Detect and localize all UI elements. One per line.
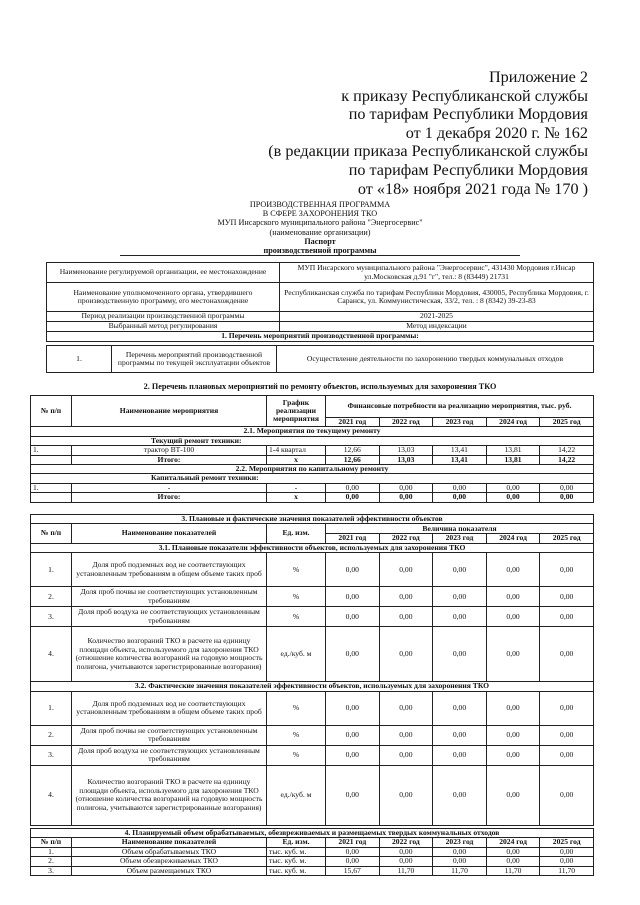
table-row xyxy=(31,745,594,765)
organization-caption: (наименование организации) xyxy=(269,227,371,237)
table-row xyxy=(31,607,594,627)
row-number: 2. xyxy=(31,857,72,866)
row-number: 1. xyxy=(31,553,72,587)
group-title: Капитальный ремонт техники: xyxy=(31,474,594,483)
passport-label: Наименование регулируемой организации, ее местонахождение xyxy=(47,263,280,283)
cell-value: 0,00 xyxy=(433,553,487,587)
header-line: по тарифам Республики Мордовия xyxy=(348,160,588,179)
efficiency-table xyxy=(30,514,594,826)
cell-value: 0,00 xyxy=(540,627,594,682)
repair-table xyxy=(30,395,594,503)
column-header: Финансовые потребности на реализацию мероприятия, тыс. руб. xyxy=(326,396,594,418)
passport-label: Выбранный метод регулирования xyxy=(47,322,280,332)
total-value: 13,81 xyxy=(486,455,540,464)
passport-value: 2021-2025 xyxy=(280,312,594,322)
row-number: 1. xyxy=(31,446,72,455)
total-value: 0,00 xyxy=(486,493,540,502)
row-number: 1. xyxy=(31,847,72,856)
cell-value: 0,00 xyxy=(379,483,433,492)
cell-value: 0,00 xyxy=(486,745,540,765)
table-row xyxy=(31,515,594,524)
year-header: 2025 год xyxy=(540,838,594,847)
header-line: от 1 декабря 2020 г. № 162 xyxy=(405,123,588,142)
cell-value: 0,00 xyxy=(433,745,487,765)
cell-value: 0,00 xyxy=(433,607,487,627)
year-header: 2022 год xyxy=(379,838,433,847)
cell-value: 0,00 xyxy=(540,725,594,745)
row-name: Количество возгораний ТКО в расчете на единицу площади объекта, используемого для захоронения ТКО (отношение количества возгораний на годовую мощность полигона, учитываются зарегистрированные возгорания) xyxy=(72,627,267,682)
table-row xyxy=(31,866,594,875)
cell-value: 0,00 xyxy=(433,725,487,745)
header-line: по тарифам Республики Мордовия xyxy=(348,105,588,124)
cell-value: 0,00 xyxy=(486,483,540,492)
column-header: № п/п xyxy=(31,838,72,847)
cell-value: 0,00 xyxy=(486,587,540,607)
table-row xyxy=(31,682,594,691)
cell-value: 0,00 xyxy=(540,745,594,765)
cell-value: 0,00 xyxy=(379,587,433,607)
table-row xyxy=(47,346,594,373)
cell-value: 11,70 xyxy=(540,866,594,875)
cell-value: 0,00 xyxy=(326,691,380,725)
year-header: 2023 год xyxy=(433,534,487,543)
row-name: Доля проб почвы не соответствующих установленным требованиям xyxy=(72,725,267,745)
cell-value: 0,00 xyxy=(540,847,594,856)
cell-value: 0,00 xyxy=(326,627,380,682)
cell-value: 0,00 xyxy=(433,627,487,682)
table-row xyxy=(31,543,594,552)
table-row xyxy=(31,427,594,436)
passport-title: Паспорт xyxy=(304,236,336,246)
year-header: 2024 год xyxy=(486,838,540,847)
table-row xyxy=(47,322,594,332)
table-row xyxy=(31,587,594,607)
cell-value: 0,00 xyxy=(326,857,380,866)
total-schedule: x xyxy=(267,493,326,502)
cell-value: 0,00 xyxy=(326,607,380,627)
cell-value: 0,00 xyxy=(379,691,433,725)
cell-value: 0,00 xyxy=(326,483,380,492)
cell-value: 0,00 xyxy=(486,691,540,725)
cell-value: 0,00 xyxy=(326,587,380,607)
table-row xyxy=(31,474,594,483)
row-name: Доля проб воздуха не соответствующих установленным требованиям xyxy=(72,607,267,627)
row-unit: % xyxy=(267,553,326,587)
cell-value: 11,70 xyxy=(379,866,433,875)
passport-value: Республиканская служба по тарифам Республики Мордовия, 430005, Республика Мордовия, г. Саранск, ул. Коммунистическая, 33/2, тел. : 8 (8342) 39-23-83 xyxy=(280,283,594,312)
row-name: Объем обезвреживаемых ТКО xyxy=(72,857,267,866)
appendix-header xyxy=(268,68,588,198)
row-name: - xyxy=(72,483,267,492)
cell-value: 0,00 xyxy=(379,553,433,587)
header-line: к приказу Республиканской службы xyxy=(341,86,588,105)
table-row xyxy=(47,283,594,312)
table-row xyxy=(31,465,594,474)
year-header: 2021 год xyxy=(326,838,380,847)
row-number: 4. xyxy=(31,765,72,825)
row-unit: % xyxy=(267,691,326,725)
cell-value: 14,22 xyxy=(540,446,594,455)
row-schedule: 1-4 квартал xyxy=(267,446,326,455)
cell-value: 0,00 xyxy=(540,691,594,725)
subsection-title: 2.2. Мероприятия по капитальному ремонту xyxy=(31,465,594,474)
row-name: Доля проб подземных вод не соответствующих установленным требованиям в общем объеме таких проб xyxy=(72,691,267,725)
subsection-title: 3.2. Фактические значения показателей эффективности объектов, используемых для захоронения ТКО xyxy=(31,682,594,691)
cell-value: 0,00 xyxy=(379,857,433,866)
row-name: трактор ВТ-100 xyxy=(72,446,267,455)
cell-value: 13,81 xyxy=(486,446,540,455)
column-header: Величина показателя xyxy=(326,524,594,534)
row-unit: ед./куб. м xyxy=(267,765,326,825)
organization-name: МУП Инсарского муниципального района "Энергосервис" xyxy=(217,218,423,228)
title-line: ПРОИЗВОДСТВЕННАЯ ПРОГРАММА xyxy=(249,200,391,209)
table-row xyxy=(31,493,594,502)
column-header: Ед. изм. xyxy=(267,838,326,847)
table-row xyxy=(31,553,594,587)
column-header: № п/п xyxy=(31,396,72,427)
cell-value: 0,00 xyxy=(540,607,594,627)
year-header: 2025 год xyxy=(540,418,594,427)
group-title: Текущий ремонт техники: xyxy=(31,436,594,445)
cell-value: 0,00 xyxy=(486,607,540,627)
row-unit: % xyxy=(267,725,326,745)
total-schedule: x xyxy=(267,455,326,464)
year-header: 2021 год xyxy=(326,534,380,543)
cell-value: 0,00 xyxy=(540,857,594,866)
total-label: Итого: xyxy=(72,493,267,502)
passport-value: Метод индексации xyxy=(280,322,594,332)
total-label: Итого: xyxy=(72,455,267,464)
total-value: 13,03 xyxy=(379,455,433,464)
year-header: 2022 год xyxy=(379,418,433,427)
section1-table xyxy=(46,345,594,373)
cell-value: 0,00 xyxy=(540,765,594,825)
cell-value: 0,00 xyxy=(433,847,487,856)
cell-value: 11,70 xyxy=(486,866,540,875)
year-header: 2023 год xyxy=(433,838,487,847)
header-line: (в редакции приказа Республиканской службы xyxy=(268,142,588,161)
year-header: 2024 год xyxy=(486,418,540,427)
table-row xyxy=(47,332,594,342)
row-name: Доля проб подземных вод не соответствующих установленным требованиям в общем объеме таких проб xyxy=(72,553,267,587)
section2-title: 2. Перечень плановых мероприятий по ремонту объектов, используемых для захоронения ТКО xyxy=(143,382,497,391)
cell-value: 12,66 xyxy=(326,446,380,455)
passport-label: Наименование уполномоченного органа, утвердившего производственную программу, его местонахождение xyxy=(47,283,280,312)
cell-value: 0,00 xyxy=(379,627,433,682)
cell-value: 0,00 xyxy=(433,857,487,866)
cell-value: 0,00 xyxy=(540,587,594,607)
cell-value: 0,00 xyxy=(379,745,433,765)
header-line: Приложение 2 xyxy=(488,68,588,86)
cell-value: 0,00 xyxy=(486,765,540,825)
cell-value: 0,00 xyxy=(433,691,487,725)
passport-table xyxy=(46,262,594,342)
total-value: 14,22 xyxy=(540,455,594,464)
row-name: Объем обрабатываемых ТКО xyxy=(72,847,267,856)
column-header: Наименование показателей xyxy=(72,838,267,847)
cell-value: 0,00 xyxy=(433,587,487,607)
cell-value: 0,00 xyxy=(433,483,487,492)
year-header: 2022 год xyxy=(379,534,433,543)
row-value: Осуществление деятельности по захоронению твердых коммунальных отходов xyxy=(277,346,594,373)
table-row xyxy=(31,396,594,418)
cell-value: 0,00 xyxy=(540,553,594,587)
cell-value: 0,00 xyxy=(326,745,380,765)
total-value: 12,66 xyxy=(326,455,380,464)
row-number: 1. xyxy=(47,346,112,373)
cell-value: 0,00 xyxy=(486,553,540,587)
row-name: Доля проб воздуха не соответствующих установленным требованиям xyxy=(72,745,267,765)
row-schedule: - xyxy=(267,483,326,492)
cell-value: 0,00 xyxy=(486,627,540,682)
row-unit: % xyxy=(267,607,326,627)
column-header: Наименование показателей xyxy=(72,524,267,543)
cell-value: 0,00 xyxy=(379,607,433,627)
total-value: 13,41 xyxy=(433,455,487,464)
cell-value: 13,03 xyxy=(379,446,433,455)
cell-value: 15,67 xyxy=(326,866,380,875)
row-number: 3. xyxy=(31,745,72,765)
cell-value: 0,00 xyxy=(540,483,594,492)
program-title xyxy=(0,200,640,256)
row-unit: % xyxy=(267,587,326,607)
cell-value: 0,00 xyxy=(326,725,380,745)
cell-value: 0,00 xyxy=(486,725,540,745)
row-unit: тыс. куб. м. xyxy=(267,857,326,866)
section-title: 4. Планируемый объем обрабатываемых, обезвреживаемых и размещаемых твердых коммунальных отходов xyxy=(31,829,594,838)
row-number: 1. xyxy=(31,691,72,725)
total-value: 0,00 xyxy=(433,493,487,502)
row-number: 2. xyxy=(31,725,72,745)
passport-label: Период реализации производственной программы xyxy=(47,312,280,322)
year-header: 2024 год xyxy=(486,534,540,543)
cell-value: 0,00 xyxy=(326,847,380,856)
table-row xyxy=(47,263,594,283)
year-header: 2021 год xyxy=(326,418,380,427)
cell-value: 13,41 xyxy=(433,446,487,455)
column-header: № п/п xyxy=(31,524,72,543)
row-number: 1. xyxy=(31,483,72,492)
cell-value: 0,00 xyxy=(326,765,380,825)
row-name: Количество возгораний ТКО в расчете на единицу площади объекта, используемого для захоронения ТКО (отношение количества возгораний на годовую мощность полигона, учитываются зарегистрированные возгорания) xyxy=(72,765,267,825)
year-header: 2023 год xyxy=(433,418,487,427)
row-unit: тыс. куб. м. xyxy=(267,847,326,856)
row-unit: тыс. куб. м. xyxy=(267,866,326,875)
header-line: от «18» ноября 2021 года № 170 ) xyxy=(357,179,588,198)
column-header: Ед. изм. xyxy=(267,524,326,543)
total-value: 0,00 xyxy=(326,493,380,502)
subsection-title: 3.1. Плановые показатели эффективности объектов, используемых для захоронения ТКО xyxy=(31,543,594,552)
row-name: Доля проб почвы не соответствующих установленным требованиям xyxy=(72,587,267,607)
row-unit: % xyxy=(267,745,326,765)
row-name: Объем размещаемых ТКО xyxy=(72,866,267,875)
row-number: 2. xyxy=(31,587,72,607)
section-title: 1. Перечень мероприятий производственной программы: xyxy=(47,332,594,342)
cell-value: 0,00 xyxy=(486,857,540,866)
table-row xyxy=(31,765,594,825)
table-row xyxy=(31,691,594,725)
table-row xyxy=(31,838,594,847)
cell-value: 0,00 xyxy=(379,725,433,745)
passport-value: МУП Инсарского муниципального района "Энергосервис", 431430 Мордовия г.Инсар ул.Московская д.91 "г", тел.: 8 (83449) 21731 xyxy=(280,263,594,283)
row-unit: ед./куб. м xyxy=(267,627,326,682)
column-header: График реализации мероприятия xyxy=(267,396,326,427)
total-value: 0,00 xyxy=(540,493,594,502)
cell-value: 0,00 xyxy=(379,765,433,825)
cell-value: 0,00 xyxy=(486,847,540,856)
table-row xyxy=(31,524,594,534)
cell-value: 0,00 xyxy=(326,553,380,587)
row-number: 3. xyxy=(31,607,72,627)
table-row xyxy=(47,312,594,322)
year-header: 2025 год xyxy=(540,534,594,543)
cell-value: 0,00 xyxy=(433,765,487,825)
table-row xyxy=(31,446,594,455)
cell-value: 0,00 xyxy=(379,847,433,856)
cell-value: 11,70 xyxy=(433,866,487,875)
subsection-title: 2.1. Мероприятия по текущему ремонту xyxy=(31,427,594,436)
table-row xyxy=(31,857,594,866)
table-row xyxy=(31,725,594,745)
passport-subtitle: производственной программы xyxy=(120,246,520,256)
total-value: 0,00 xyxy=(379,493,433,502)
row-number: 4. xyxy=(31,627,72,682)
column-header: Наименование мероприятия xyxy=(72,396,267,427)
volume-table xyxy=(30,828,594,876)
section-title: 3. Плановые и фактические значения показателей эффективности объектов xyxy=(31,515,594,524)
title-line: В СФЕРЕ ЗАХОРОНЕНИЯ ТКО xyxy=(262,209,378,219)
row-number: 3. xyxy=(31,866,72,875)
table-row xyxy=(31,627,594,682)
row-label: Перечень мероприятий производственной программы по текущей эксплуатации объектов xyxy=(112,346,277,373)
